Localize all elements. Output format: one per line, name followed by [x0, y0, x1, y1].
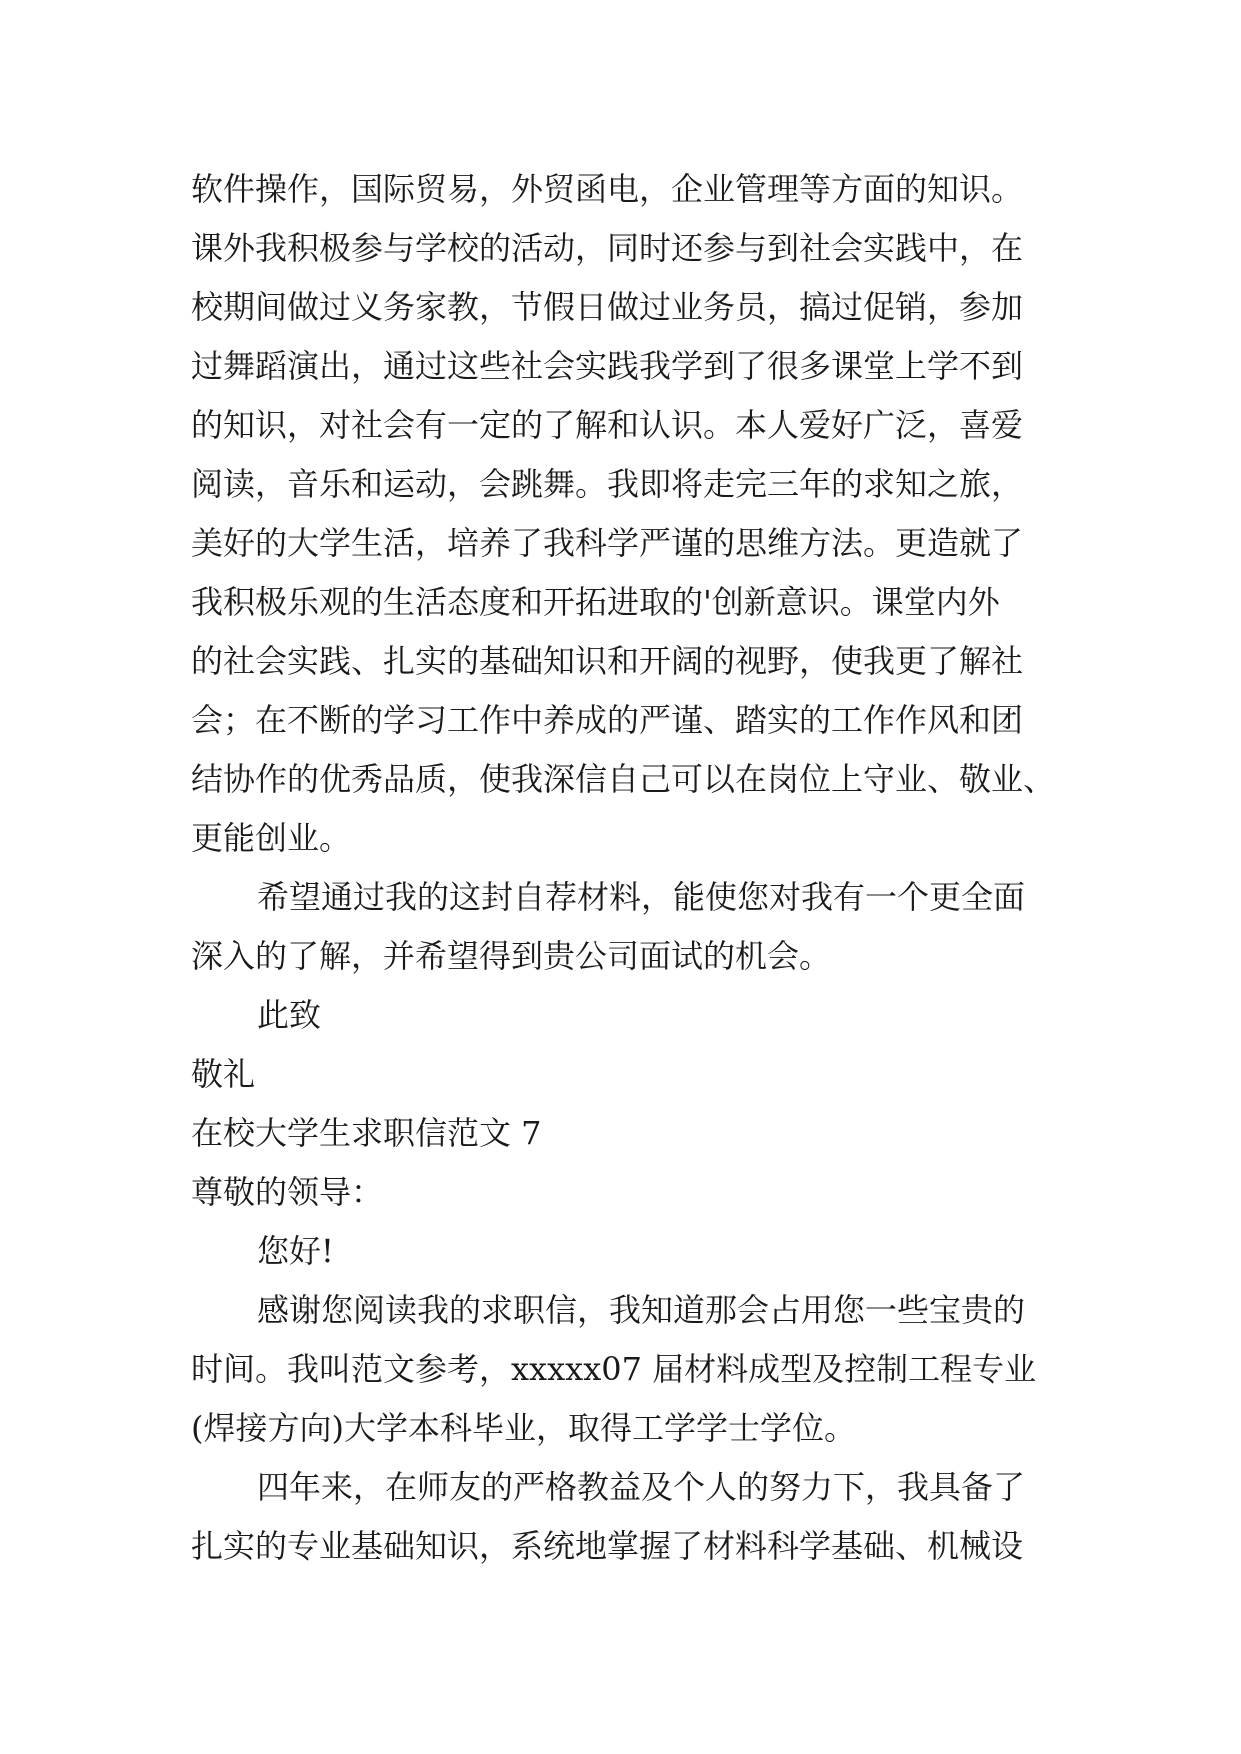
greeting-recipient: 尊敬的领导： — [191, 1173, 384, 1211]
text-line: 会；在不断的学习工作中养成的严谨、踏实的工作作风和团 — [191, 701, 1024, 739]
section-title: 在校大学生求职信范文 7 — [191, 1114, 542, 1152]
text-line: 软件操作，国际贸易，外贸函电，企业管理等方面的知识。 — [191, 170, 1024, 208]
greeting: 您好! — [257, 1232, 334, 1270]
text-line: 更能创业。 — [191, 819, 352, 857]
text-line: 我积极乐观的生活态度和开拓进取的'创新意识。课堂内外 — [191, 583, 1000, 621]
letter-body — [191, 160, 1071, 1576]
text-line: 课外我积极参与学校的活动，同时还参与到社会实践中，在 — [191, 229, 1024, 267]
closing-phrase: 此致 — [257, 996, 322, 1034]
closing-salutation: 敬礼 — [191, 1055, 256, 1093]
text-line: 扎实的专业基础知识，系统地掌握了材料科学基础、机械设 — [191, 1527, 1024, 1565]
text-line: 阅读，音乐和运动，会跳舞。我即将走完三年的求知之旅， — [191, 465, 1024, 503]
text-line: (焊接方向)大学本科毕业，取得工学学士学位。 — [191, 1409, 856, 1447]
paragraph-start-line: 感谢您阅读我的求职信，我知道那会占用您一些宝贵的 — [257, 1291, 1026, 1329]
paragraph-start-line: 希望通过我的这封自荐材料，能使您对我有一个更全面 — [257, 878, 1026, 916]
text-line: 深入的了解，并希望得到贵公司面试的机会。 — [191, 937, 832, 975]
text-line: 过舞蹈演出，通过这些社会实践我学到了很多课堂上学不到 — [191, 347, 1024, 385]
text-line: 时间。我叫范文参考，xxxxx07 届材料成型及控制工程专业 — [191, 1350, 1037, 1388]
text-line: 结协作的优秀品质，使我深信自己可以在岗位上守业、敬业、 — [191, 760, 1056, 798]
paragraph-start-line: 四年来，在师友的严格教益及个人的努力下，我具备了 — [257, 1468, 1026, 1506]
text-line: 的知识，对社会有一定的了解和认识。本人爱好广泛，喜爱 — [191, 406, 1024, 444]
text-line: 美好的大学生活，培养了我科学严谨的思维方法。更造就了 — [191, 524, 1024, 562]
text-line: 校期间做过义务家教，节假日做过业务员，搞过促销，参加 — [191, 288, 1024, 326]
text-line: 的社会实践、扎实的基础知识和开阔的视野，使我更了解社 — [191, 642, 1024, 680]
